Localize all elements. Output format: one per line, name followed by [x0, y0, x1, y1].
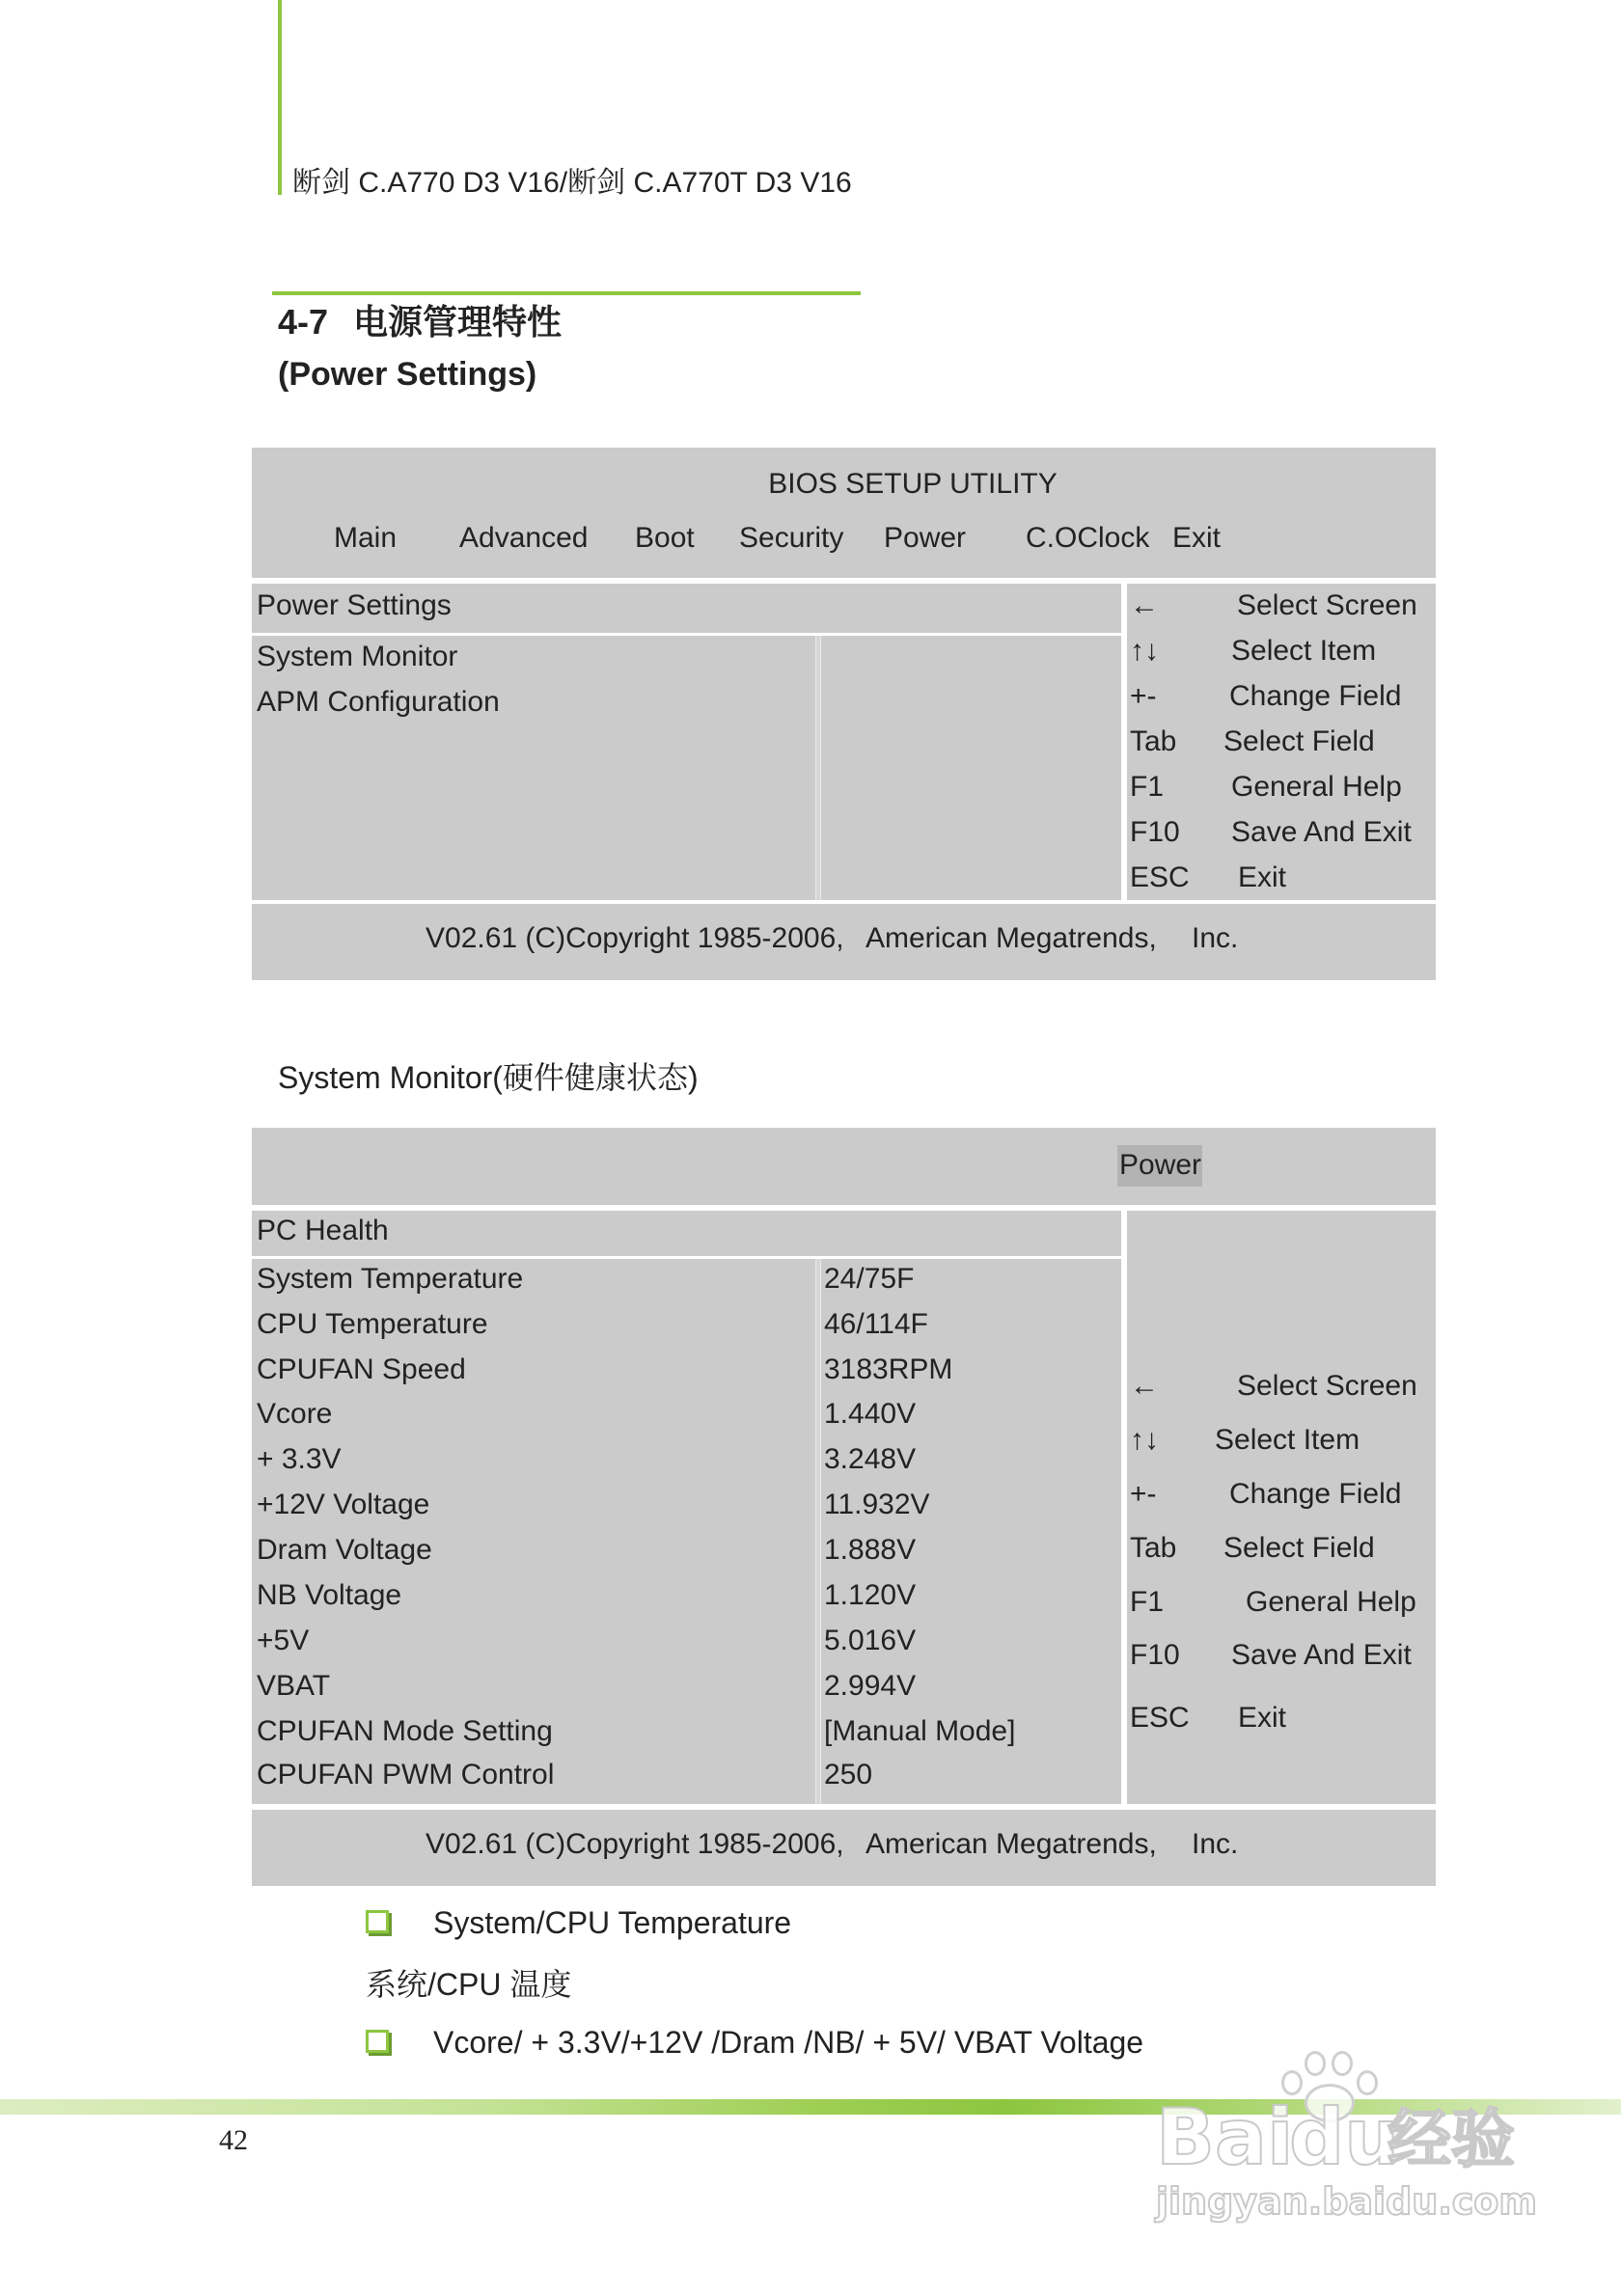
- row-value: 24/75F: [824, 1263, 915, 1295]
- help-desc: Select Field: [1223, 725, 1375, 757]
- row-value: 1.120V: [824, 1579, 917, 1611]
- row-label: System Temperature: [257, 1263, 524, 1295]
- watermark-url: jingyan.baidu.com: [1156, 2180, 1537, 2223]
- bios-header: [252, 448, 1436, 578]
- help-desc: General Help: [1231, 771, 1402, 803]
- menu-boot: Boot: [635, 522, 695, 554]
- panel-title: PC Health: [257, 1215, 389, 1246]
- bios-left-panel: [252, 584, 1121, 900]
- help-desc: Save And Exit: [1231, 1639, 1412, 1671]
- help-key-left-arrow-icon: ←: [1130, 1370, 1159, 1402]
- footer-copyright: V02.61 (C)Copyright 1985-2006,: [426, 1828, 844, 1860]
- checkbox-bullet-icon: [366, 2030, 389, 2053]
- watermark-brand-b: du: [1289, 2092, 1400, 2182]
- active-menu-highlight: [1117, 1145, 1202, 1187]
- row-label: CPUFAN Speed: [257, 1353, 466, 1385]
- help-desc: Change Field: [1229, 680, 1402, 712]
- help-key-tab: Tab: [1130, 1532, 1177, 1564]
- bios-screen-power-settings: [252, 448, 1436, 980]
- help-key-esc: ESC: [1130, 861, 1190, 893]
- note-chinese-temperature: 系统/CPU 温度: [366, 1967, 572, 2002]
- column-divider: [815, 1259, 821, 1804]
- help-key-f1: F1: [1130, 1586, 1165, 1618]
- footer-suffix: Inc.: [1192, 1828, 1239, 1860]
- help-key-f10: F10: [1130, 816, 1180, 848]
- note-system-cpu-temperature: System/CPU Temperature: [433, 1905, 792, 1940]
- bios-screen-pc-health: [252, 1128, 1436, 1886]
- menu-coclock: C.OClock: [1026, 522, 1150, 554]
- row-value: [Manual Mode]: [824, 1715, 1016, 1747]
- section-title: 电源管理特性: [353, 302, 563, 342]
- help-key-up-down-arrow-icon: ↑↓: [1130, 1424, 1159, 1456]
- row-value: 3183RPM: [824, 1353, 953, 1385]
- header-rule-vertical: [278, 0, 282, 195]
- help-key-plus-minus: +-: [1130, 680, 1157, 712]
- menu-exit: Exit: [1172, 522, 1222, 554]
- row-value: 2.994V: [824, 1670, 917, 1702]
- menu-power: Power: [884, 522, 967, 554]
- row-value: 1.440V: [824, 1398, 917, 1430]
- panel-title: Power Settings: [257, 589, 452, 621]
- row-label: CPUFAN PWM Control: [257, 1759, 555, 1790]
- help-desc: Exit: [1238, 1702, 1287, 1734]
- help-key-esc: ESC: [1130, 1702, 1190, 1734]
- header-title: 断剑 C.A770 D3 V16/断剑 C.A770T D3 V16: [292, 167, 852, 199]
- item-apm-configuration: APM Configuration: [257, 686, 500, 718]
- bios-help-panel: [1127, 584, 1436, 900]
- row-value: 3.248V: [824, 1443, 917, 1475]
- help-desc: Select Field: [1223, 1532, 1375, 1564]
- help-desc: Select Screen: [1237, 589, 1417, 621]
- system-monitor-heading: System Monitor(硬件健康状态): [278, 1060, 699, 1095]
- menu-main: Main: [334, 522, 398, 554]
- help-desc: Change Field: [1229, 1478, 1402, 1510]
- row-label: CPU Temperature: [257, 1308, 488, 1340]
- row-value: 250: [824, 1759, 873, 1790]
- help-desc: Select Screen: [1237, 1370, 1417, 1402]
- help-key-left-arrow-icon: ←: [1130, 589, 1159, 621]
- help-key-plus-minus: +-: [1130, 1478, 1157, 1510]
- row-label: +5V: [257, 1625, 310, 1656]
- help-desc: Select Item: [1231, 635, 1377, 667]
- menu-power-active: Power: [1119, 1149, 1202, 1181]
- section-rule: [272, 291, 861, 295]
- watermark-product: 经验: [1387, 2102, 1515, 2176]
- help-desc: General Help: [1246, 1586, 1416, 1618]
- help-key-up-down-arrow-icon: ↑↓: [1130, 635, 1159, 667]
- menu-security: Security: [739, 522, 844, 554]
- row-label: Vcore: [257, 1398, 333, 1430]
- row-label: Dram Voltage: [257, 1534, 432, 1566]
- panel-title-divider: [252, 633, 1121, 636]
- help-key-f10: F10: [1130, 1639, 1180, 1671]
- footer-copyright: V02.61 (C)Copyright 1985-2006,: [426, 922, 844, 954]
- footer-company: American Megatrends,: [865, 922, 1157, 954]
- menu-advanced: Advanced: [459, 522, 589, 554]
- bios-left-panel: [252, 1211, 1121, 1804]
- row-label: +12V Voltage: [257, 1489, 430, 1520]
- row-value: 46/114F: [824, 1308, 928, 1340]
- row-label: VBAT: [257, 1670, 331, 1702]
- checkbox-bullet-icon: [366, 1910, 389, 1933]
- footer-company: American Megatrends,: [865, 1828, 1157, 1860]
- section-number: 4-7: [278, 302, 329, 342]
- help-desc: Save And Exit: [1231, 816, 1412, 848]
- column-divider: [815, 636, 821, 900]
- bios-utility-title: BIOS SETUP UTILITY: [768, 468, 1058, 500]
- help-key-tab: Tab: [1130, 725, 1177, 757]
- row-label: NB Voltage: [257, 1579, 402, 1611]
- row-label: CPUFAN Mode Setting: [257, 1715, 553, 1747]
- help-desc: Exit: [1238, 861, 1287, 893]
- help-desc: Select Item: [1215, 1424, 1360, 1456]
- bios-header: [252, 1128, 1436, 1205]
- watermark-brand-a: Bai: [1156, 2092, 1294, 2182]
- row-value: 11.932V: [824, 1489, 930, 1520]
- row-value: 5.016V: [824, 1625, 917, 1656]
- row-label: + 3.3V: [257, 1443, 342, 1475]
- bios-footer: [252, 904, 1436, 980]
- bios-footer: [252, 1810, 1436, 1886]
- page-number: 42: [219, 2124, 248, 2156]
- section-subtitle: (Power Settings): [278, 356, 537, 393]
- row-value: 1.888V: [824, 1534, 917, 1566]
- footer-suffix: Inc.: [1192, 922, 1239, 954]
- bios-help-panel: [1127, 1211, 1436, 1804]
- note-voltage-list: Vcore/ + 3.3V/+12V /Dram /NB/ + 5V/ VBAT Voltage: [433, 2025, 1144, 2060]
- panel-title-divider: [252, 1256, 1121, 1259]
- item-system-monitor: System Monitor: [257, 641, 458, 672]
- help-key-f1: F1: [1130, 771, 1165, 803]
